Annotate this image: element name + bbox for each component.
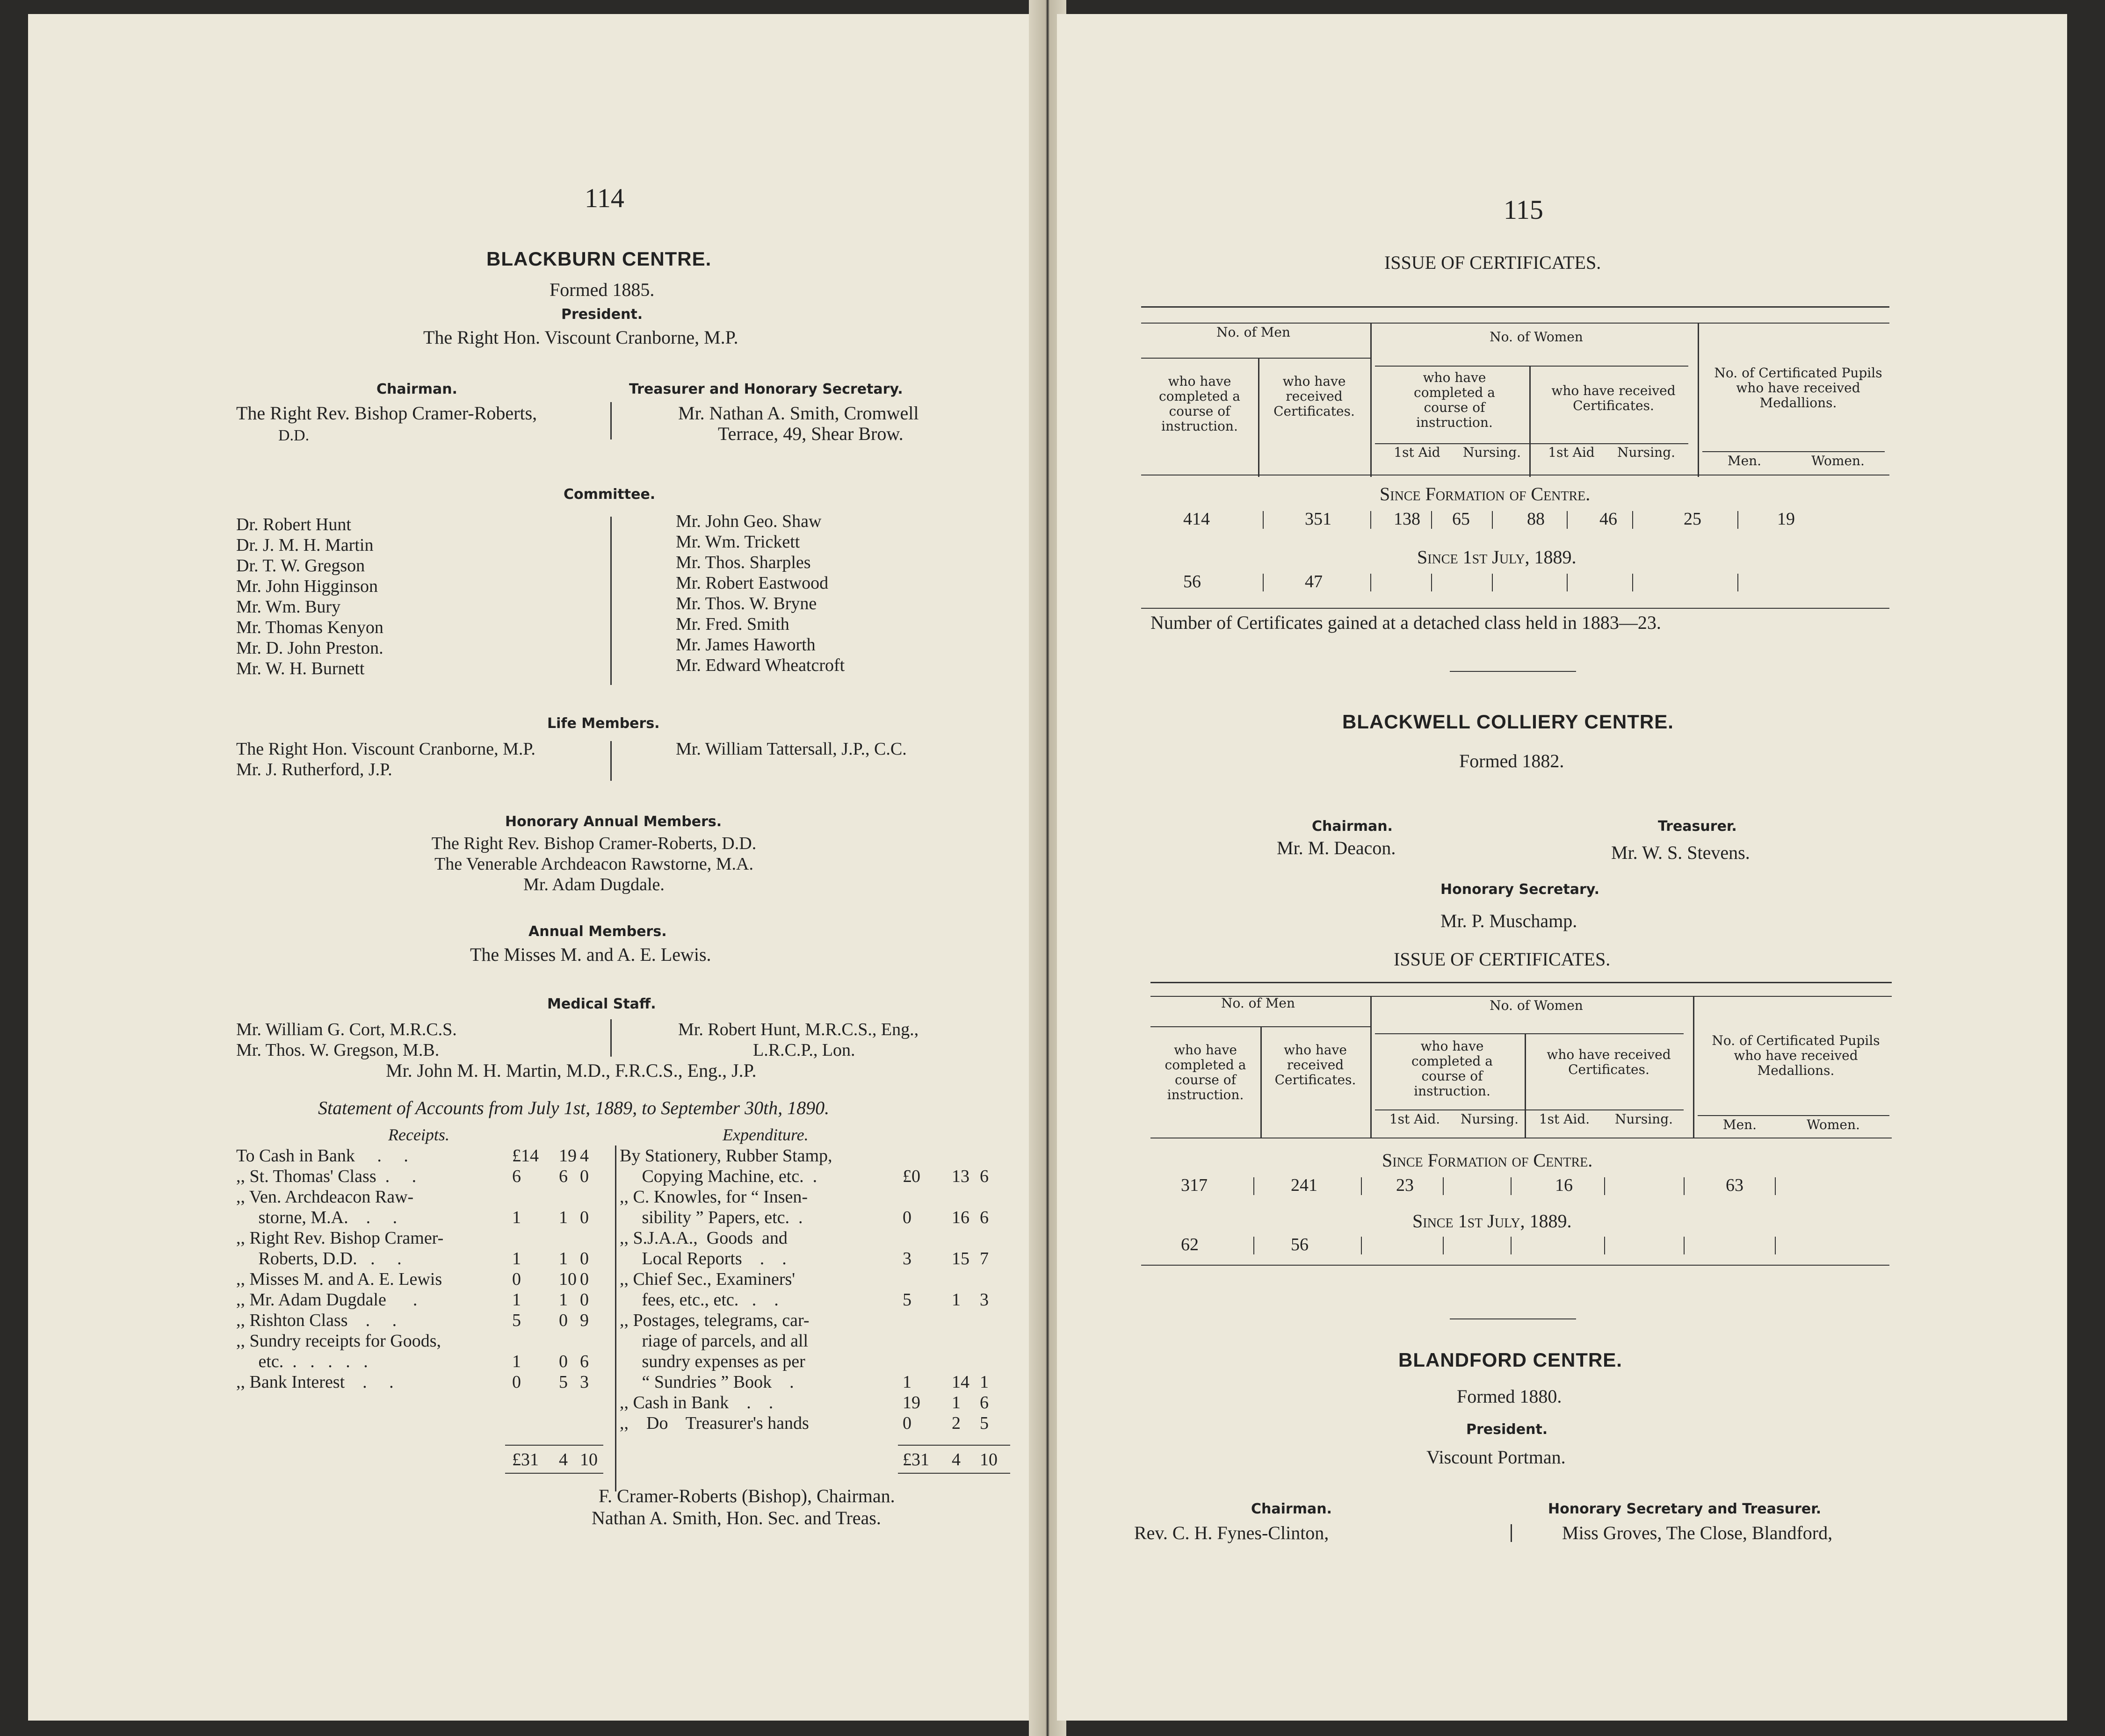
blandford-president: Viscount Portman. bbox=[1426, 1447, 1566, 1468]
cell-separator bbox=[1253, 1177, 1254, 1195]
table-vline bbox=[1260, 1027, 1262, 1138]
list-item: Mr. W. H. Burnett bbox=[236, 659, 365, 678]
cell-separator bbox=[1253, 1237, 1254, 1254]
account-row bbox=[236, 1207, 610, 1228]
table-cell: 138 bbox=[1394, 509, 1420, 529]
total-rule bbox=[505, 1473, 603, 1474]
table-cell: 241 bbox=[1291, 1175, 1317, 1195]
amount-l: 3 bbox=[903, 1249, 911, 1268]
formed-date: Formed 1885. bbox=[550, 279, 655, 300]
cell-separator bbox=[1370, 574, 1371, 591]
amount-s: 6 bbox=[559, 1167, 568, 1186]
divider bbox=[610, 402, 612, 439]
blackwell-secretary: Mr. P. Muschamp. bbox=[1440, 910, 1577, 931]
amount-s: 13 bbox=[952, 1167, 969, 1186]
header-men: No. of Men bbox=[1216, 324, 1291, 340]
amount-s: 16 bbox=[952, 1208, 969, 1227]
account-label: sibility ” Papers, etc. . bbox=[620, 1208, 803, 1227]
cell-separator bbox=[1632, 511, 1633, 529]
page-number: 115 bbox=[1504, 194, 1543, 225]
table-cell: 23 bbox=[1396, 1175, 1414, 1195]
cell-separator bbox=[1361, 1177, 1362, 1195]
table-vline bbox=[1529, 367, 1531, 477]
list-item: Mr. John Higginson bbox=[236, 576, 378, 596]
table-rule bbox=[1698, 1115, 1889, 1116]
amount-s: 0 bbox=[559, 1311, 568, 1330]
life-members-heading: Life Members. bbox=[547, 715, 660, 732]
signature-chairman: F. Cramer-Roberts (Bishop), Chairman. bbox=[599, 1485, 895, 1506]
table-cell: 56 bbox=[1291, 1235, 1309, 1254]
life-members-left bbox=[236, 739, 535, 780]
table-cell: 19 bbox=[1777, 509, 1795, 529]
cell-separator bbox=[1443, 1237, 1444, 1254]
account-label: ,, Bank Interest . . bbox=[236, 1372, 394, 1392]
account-label: riage of parcels, and all bbox=[620, 1331, 809, 1351]
amount-l: 5 bbox=[512, 1311, 521, 1330]
honorary-annual-heading: Honorary Annual Members. bbox=[505, 814, 722, 830]
header-men-received: who have received Certificates. bbox=[1273, 374, 1355, 419]
treasurer-line-1: Mr. Nathan A. Smith, Cromwell bbox=[678, 403, 919, 424]
header-women-short: Women. bbox=[1807, 1117, 1860, 1132]
header-1st-aid: 1st Aid. bbox=[1389, 1111, 1440, 1127]
divider bbox=[610, 1019, 612, 1057]
cell-separator bbox=[1263, 511, 1264, 529]
table-cell: 351 bbox=[1305, 509, 1331, 529]
table-vline bbox=[1258, 359, 1259, 477]
account-label: ,, S.J.A.A., Goods and bbox=[620, 1228, 788, 1248]
account-label: fees, etc., etc. . . bbox=[620, 1290, 779, 1310]
account-row bbox=[620, 1372, 1022, 1392]
divider bbox=[610, 741, 612, 781]
table-rule bbox=[1150, 982, 1892, 983]
account-label: ,, Right Rev. Bishop Cramer- bbox=[236, 1228, 444, 1248]
account-row bbox=[620, 1269, 1022, 1289]
blandford-chairman: Rev. C. H. Fynes-Clinton, bbox=[1134, 1522, 1329, 1543]
header-nursing: Nursing. bbox=[1462, 445, 1521, 460]
list-item: Dr. T. W. Gregson bbox=[236, 556, 365, 576]
receipts-total-l: £31 bbox=[512, 1450, 539, 1469]
header-women: No. of Women bbox=[1490, 329, 1583, 345]
account-label: ,, St. Thomas' Class . . bbox=[236, 1167, 417, 1186]
table-rule bbox=[1375, 1033, 1684, 1034]
table-cell: 317 bbox=[1181, 1175, 1208, 1195]
account-row bbox=[236, 1289, 610, 1310]
account-label: Local Reports . . bbox=[620, 1249, 787, 1268]
header-men-received: who have received Certificates. bbox=[1274, 1042, 1356, 1088]
cell-separator bbox=[1632, 574, 1633, 591]
list-item: Mr. Adam Dugdale. bbox=[523, 875, 665, 894]
account-row bbox=[620, 1392, 1022, 1413]
header-nursing: Nursing. bbox=[1460, 1111, 1519, 1127]
committee-left-list bbox=[236, 514, 383, 679]
table-rule bbox=[1375, 366, 1688, 367]
amount-s: 1 bbox=[952, 1290, 961, 1310]
list-item: Mr. Fred. Smith bbox=[676, 614, 789, 634]
list-item: Mr. Wm. Trickett bbox=[676, 532, 800, 552]
account-row bbox=[620, 1413, 1022, 1433]
amount-l: 0 bbox=[903, 1413, 911, 1433]
table-cell: 56 bbox=[1183, 572, 1201, 591]
account-row bbox=[236, 1228, 610, 1248]
blandford-president-heading: President. bbox=[1466, 1421, 1548, 1438]
cell-separator bbox=[1361, 1237, 1362, 1254]
divider bbox=[1511, 1524, 1512, 1542]
amount-d: 0 bbox=[580, 1249, 589, 1268]
since-july-label: Since 1st July, 1889. bbox=[1417, 547, 1577, 568]
table-vline bbox=[1370, 323, 1372, 477]
amount-l: 1 bbox=[512, 1290, 521, 1310]
list-item: The Right Hon. Viscount Cranborne, M.P. bbox=[236, 739, 535, 759]
chairman-heading: Chairman. bbox=[376, 381, 457, 397]
account-row bbox=[236, 1248, 610, 1269]
account-label: ,, Chief Sec., Examiners' bbox=[620, 1269, 796, 1289]
cell-separator bbox=[1431, 511, 1432, 529]
account-row bbox=[236, 1187, 610, 1207]
list-item: Dr. J. M. H. Martin bbox=[236, 535, 374, 555]
cell-separator bbox=[1492, 511, 1493, 529]
header-men-short: Men. bbox=[1722, 1117, 1757, 1132]
account-label: Copying Machine, etc. . bbox=[620, 1167, 817, 1186]
amount-l: £14 bbox=[512, 1146, 539, 1166]
list-item: Mr. John Geo. Shaw bbox=[676, 511, 822, 531]
annual-members: The Misses M. and A. E. Lewis. bbox=[470, 944, 711, 965]
blandford-chairman-heading: Chairman. bbox=[1251, 1501, 1332, 1517]
receipts-list bbox=[236, 1145, 610, 1392]
account-label: Roberts, D.D. . . bbox=[236, 1249, 402, 1268]
committee-heading: Committee. bbox=[564, 486, 656, 503]
president-heading: President. bbox=[561, 306, 643, 323]
amount-d: 6 bbox=[980, 1167, 989, 1186]
account-label: By Stationery, Rubber Stamp, bbox=[620, 1146, 832, 1166]
account-label: ,, Do Treasurer's hands bbox=[620, 1413, 809, 1433]
list-item: Mr. J. Rutherford, J.P. bbox=[236, 760, 392, 779]
list-item: Mr. Robert Eastwood bbox=[676, 573, 829, 593]
header-women-completed: who have completed a course of instruction. bbox=[1411, 1038, 1493, 1099]
account-label: ,, Rishton Class . . bbox=[236, 1311, 397, 1330]
treasurer-line-2: Terrace, 49, Shear Brow. bbox=[718, 423, 904, 444]
since-july-label: Since 1st July, 1889. bbox=[1412, 1210, 1572, 1232]
blackwell-formed: Formed 1882. bbox=[1459, 750, 1564, 771]
expenditure-total-d: 10 bbox=[980, 1450, 998, 1469]
table-rule bbox=[1702, 451, 1885, 452]
expenditure-heading: Expenditure. bbox=[723, 1125, 809, 1144]
president-name: The Right Hon. Viscount Cranborne, M.P. bbox=[423, 327, 738, 348]
total-rule bbox=[505, 1445, 603, 1446]
table-rule bbox=[1375, 1109, 1684, 1110]
amount-l: 1 bbox=[512, 1249, 521, 1268]
blackwell-treasurer: Mr. W. S. Stevens. bbox=[1611, 842, 1750, 863]
cell-separator bbox=[1775, 1237, 1776, 1254]
amount-d: 0 bbox=[580, 1290, 589, 1310]
table-vline bbox=[1698, 323, 1699, 477]
amount-l: 5 bbox=[903, 1290, 911, 1310]
amount-d: 7 bbox=[980, 1249, 989, 1268]
account-row bbox=[620, 1207, 1022, 1228]
amount-d: 0 bbox=[580, 1167, 589, 1186]
cell-separator bbox=[1737, 574, 1738, 591]
amount-s: 1 bbox=[559, 1249, 568, 1268]
medical-staff-heading: Medical Staff. bbox=[547, 996, 656, 1012]
committee-right-list bbox=[676, 511, 845, 676]
centre-title: BLACKBURN CENTRE. bbox=[486, 248, 712, 270]
amount-d: 3 bbox=[980, 1290, 989, 1310]
blandford-formed: Formed 1880. bbox=[1457, 1386, 1562, 1407]
header-1st-aid: 1st Aid bbox=[1548, 445, 1595, 460]
amount-s: 5 bbox=[559, 1372, 568, 1392]
accounts-divider bbox=[615, 1145, 616, 1491]
account-row bbox=[620, 1228, 1022, 1248]
cell-separator bbox=[1604, 1177, 1605, 1195]
list-item: Mr. James Haworth bbox=[676, 635, 816, 655]
chairman-line-1: The Right Rev. Bishop Cramer-Roberts, bbox=[236, 403, 537, 424]
since-formation-label: Since Formation of Centre. bbox=[1380, 483, 1591, 504]
life-members-right bbox=[676, 739, 907, 759]
header-men: No. of Men bbox=[1221, 995, 1295, 1011]
amount-l: 19 bbox=[903, 1393, 920, 1412]
amount-d: 6 bbox=[980, 1393, 989, 1412]
table-cell: 63 bbox=[1726, 1175, 1743, 1195]
account-row bbox=[620, 1166, 1022, 1187]
header-women: No. of Women bbox=[1490, 998, 1583, 1013]
header-women-received: who have received Certificates. bbox=[1551, 383, 1676, 413]
account-label: storne, M.A. . . bbox=[236, 1208, 398, 1227]
cell-separator bbox=[1567, 511, 1568, 529]
cell-separator bbox=[1511, 1177, 1512, 1195]
separator bbox=[1450, 1318, 1576, 1319]
list-item: Mr. Edward Wheatcroft bbox=[676, 656, 845, 675]
account-row bbox=[236, 1351, 610, 1372]
header-women-completed: who have completed a course of instruction. bbox=[1414, 370, 1495, 430]
list-item: Mr. Thomas Kenyon bbox=[236, 618, 383, 637]
annual-members-heading: Annual Members. bbox=[528, 923, 667, 940]
account-label: ,, Ven. Archdeacon Raw- bbox=[236, 1187, 414, 1207]
amount-l: 0 bbox=[903, 1208, 911, 1227]
total-rule bbox=[898, 1445, 1010, 1446]
statement-title: Statement of Accounts from July 1st, 1889, to September 30th, 1890. bbox=[318, 1097, 830, 1118]
table-rule bbox=[1141, 608, 1889, 609]
detached-class-note: Number of Certificates gained at a detached class held in 1883—23. bbox=[1150, 612, 1661, 633]
amount-s: 1 bbox=[559, 1208, 568, 1227]
table-cell: 46 bbox=[1599, 509, 1617, 529]
amount-s: 10 bbox=[559, 1269, 577, 1289]
header-men-short: Men. bbox=[1727, 453, 1762, 468]
table-rule bbox=[1141, 1265, 1889, 1266]
blackwell-chairman: Mr. M. Deacon. bbox=[1277, 837, 1396, 858]
list-item: Mr. William G. Cort, M.R.C.S. bbox=[236, 1020, 457, 1039]
account-row bbox=[620, 1310, 1022, 1331]
header-medallions: No. of Certificated Pupils who have received Medallions. bbox=[1714, 365, 1882, 411]
cell-separator bbox=[1567, 574, 1568, 591]
amount-d: 1 bbox=[980, 1372, 989, 1392]
table-vline bbox=[1693, 996, 1694, 1138]
amount-l: 0 bbox=[512, 1269, 521, 1289]
amount-l: 0 bbox=[512, 1372, 521, 1392]
table-cell: 25 bbox=[1684, 509, 1701, 529]
chairman-line-2: D.D. bbox=[278, 427, 310, 444]
account-row bbox=[620, 1331, 1022, 1351]
amount-l: £0 bbox=[903, 1167, 920, 1186]
account-row bbox=[236, 1166, 610, 1187]
medical-right bbox=[678, 1019, 919, 1060]
expenditure-total-s: 4 bbox=[952, 1450, 961, 1469]
honorary-annual-list bbox=[383, 833, 804, 895]
account-label: sundry expenses as per bbox=[620, 1352, 805, 1371]
account-label: “ Sundries ” Book . bbox=[620, 1372, 794, 1392]
cell-separator bbox=[1775, 1177, 1776, 1195]
account-label: ,, C. Knowles, for “ Insen- bbox=[620, 1187, 808, 1207]
account-label: etc. . . . . . bbox=[236, 1352, 368, 1371]
header-women-short: Women. bbox=[1811, 453, 1865, 468]
header-men-completed: who have completed a course of instruction. bbox=[1165, 1042, 1246, 1102]
amount-s: 0 bbox=[559, 1352, 568, 1371]
cert-heading: ISSUE OF CERTIFICATES. bbox=[1384, 252, 1601, 273]
cell-separator bbox=[1263, 574, 1264, 591]
list-item: Mr. D. John Preston. bbox=[236, 638, 383, 658]
cell-separator bbox=[1492, 574, 1493, 591]
amount-d: 9 bbox=[580, 1311, 589, 1330]
header-men-completed: who have completed a course of instruction. bbox=[1159, 374, 1240, 434]
table-vline bbox=[1370, 996, 1372, 1138]
list-item: Mr. Thos. W. Bryne bbox=[676, 594, 817, 613]
medical-left bbox=[236, 1019, 457, 1060]
right-page bbox=[1057, 14, 2067, 1721]
cell-separator bbox=[1684, 1177, 1685, 1195]
account-label: ,, Misses M. and A. E. Lewis bbox=[236, 1269, 442, 1289]
amount-l: 6 bbox=[512, 1167, 521, 1186]
blackwell-treasurer-heading: Treasurer. bbox=[1658, 818, 1737, 835]
amount-d: 0 bbox=[580, 1269, 589, 1289]
cert-heading: ISSUE OF CERTIFICATES. bbox=[1394, 949, 1611, 970]
list-item: The Right Rev. Bishop Cramer-Roberts, D.D. bbox=[431, 834, 757, 853]
account-row bbox=[236, 1145, 610, 1166]
receipts-total-s: 4 bbox=[559, 1450, 568, 1469]
account-label: ,, Postages, telegrams, car- bbox=[620, 1311, 810, 1330]
amount-d: 4 bbox=[580, 1146, 589, 1166]
list-item: Mr. Wm. Bury bbox=[236, 597, 341, 617]
list-item: Mr. Robert Hunt, M.R.C.S., Eng., bbox=[678, 1020, 919, 1039]
header-nursing: Nursing. bbox=[1614, 1111, 1673, 1127]
medical-bottom: Mr. John M. H. Martin, M.D., F.R.C.S., Eng., J.P. bbox=[386, 1060, 757, 1081]
amount-s: 1 bbox=[559, 1290, 568, 1310]
left-page bbox=[28, 14, 1038, 1721]
table-rule bbox=[1141, 323, 1889, 324]
blandford-secretary: Miss Groves, The Close, Blandford, bbox=[1562, 1522, 1833, 1543]
separator bbox=[1450, 671, 1576, 672]
account-label: To Cash in Bank . . bbox=[236, 1146, 408, 1166]
header-women-received: who have received Certificates. bbox=[1547, 1047, 1671, 1077]
account-row bbox=[620, 1187, 1022, 1207]
divider bbox=[610, 517, 612, 685]
blandford-title: BLANDFORD CENTRE. bbox=[1398, 1349, 1622, 1371]
table-cell: 62 bbox=[1181, 1235, 1199, 1254]
cell-separator bbox=[1737, 511, 1738, 529]
cell-separator bbox=[1443, 1177, 1444, 1195]
total-rule bbox=[898, 1473, 1010, 1474]
amount-s: 19 bbox=[559, 1146, 577, 1166]
list-item: Mr. William Tattersall, J.P., C.C. bbox=[676, 739, 907, 759]
amount-d: 0 bbox=[580, 1208, 589, 1227]
list-item: Dr. Robert Hunt bbox=[236, 515, 351, 534]
header-1st-aid: 1st Aid bbox=[1394, 445, 1440, 460]
table-cell: 88 bbox=[1527, 509, 1545, 529]
amount-d: 5 bbox=[980, 1413, 989, 1433]
amount-d: 3 bbox=[580, 1372, 589, 1392]
table-rule bbox=[1375, 443, 1688, 444]
account-row bbox=[620, 1351, 1022, 1372]
receipts-total-d: 10 bbox=[580, 1450, 598, 1469]
account-label: ,, Mr. Adam Dugdale . bbox=[236, 1290, 418, 1310]
table-rule bbox=[1141, 358, 1370, 359]
cell-separator bbox=[1370, 511, 1371, 529]
treasurer-heading: Treasurer and Honorary Secretary. bbox=[629, 381, 903, 397]
header-nursing: Nursing. bbox=[1617, 445, 1676, 460]
blackwell-title: BLACKWELL COLLIERY CENTRE. bbox=[1342, 711, 1674, 733]
list-item: Mr. Thos. Sharples bbox=[676, 553, 811, 572]
table-cell: 47 bbox=[1305, 572, 1323, 591]
blandford-secretary-heading: Honorary Secretary and Treasurer. bbox=[1548, 1501, 1822, 1517]
list-item: The Venerable Archdeacon Rawstorne, M.A. bbox=[434, 854, 753, 874]
signature-secretary: Nathan A. Smith, Hon. Sec. and Treas. bbox=[592, 1507, 881, 1528]
account-label: ,, Cash in Bank . . bbox=[620, 1393, 774, 1412]
account-label: ,, Sundry receipts for Goods, bbox=[236, 1331, 441, 1351]
table-cell: 414 bbox=[1183, 509, 1210, 529]
account-row bbox=[620, 1289, 1022, 1310]
cell-separator bbox=[1684, 1237, 1685, 1254]
amount-l: 1 bbox=[512, 1208, 521, 1227]
cell-separator bbox=[1431, 574, 1432, 591]
amount-l: 1 bbox=[512, 1352, 521, 1371]
amount-s: 14 bbox=[952, 1372, 969, 1392]
account-row bbox=[620, 1248, 1022, 1269]
cell-separator bbox=[1604, 1237, 1605, 1254]
amount-s: 2 bbox=[952, 1413, 961, 1433]
amount-s: 1 bbox=[952, 1393, 961, 1412]
blackwell-chairman-heading: Chairman. bbox=[1312, 818, 1393, 835]
table-cell: 16 bbox=[1555, 1175, 1573, 1195]
receipts-heading: Receipts. bbox=[388, 1125, 449, 1144]
header-1st-aid: 1st Aid. bbox=[1539, 1111, 1590, 1127]
amount-d: 6 bbox=[980, 1208, 989, 1227]
account-row bbox=[620, 1145, 1022, 1166]
amount-l: 1 bbox=[903, 1372, 911, 1392]
page-number: 114 bbox=[585, 183, 624, 213]
table-cell: 65 bbox=[1452, 509, 1470, 529]
amount-d: 6 bbox=[580, 1352, 589, 1371]
expenditure-list bbox=[620, 1145, 1022, 1433]
since-formation-label: Since Formation of Centre. bbox=[1382, 1150, 1593, 1171]
account-row bbox=[236, 1372, 610, 1392]
list-item: L.R.C.P., Lon. bbox=[753, 1040, 855, 1060]
account-row bbox=[236, 1331, 610, 1351]
blackwell-secretary-heading: Honorary Secretary. bbox=[1440, 881, 1599, 898]
header-medallions: No. of Certificated Pupils who have received Medallions. bbox=[1712, 1033, 1880, 1078]
expenditure-total-l: £31 bbox=[903, 1450, 929, 1469]
table-rule bbox=[1141, 306, 1889, 308]
amount-s: 15 bbox=[952, 1249, 969, 1268]
account-row bbox=[236, 1269, 610, 1289]
cell-separator bbox=[1511, 1237, 1512, 1254]
account-row bbox=[236, 1310, 610, 1331]
list-item: Mr. Thos. W. Gregson, M.B. bbox=[236, 1040, 440, 1060]
